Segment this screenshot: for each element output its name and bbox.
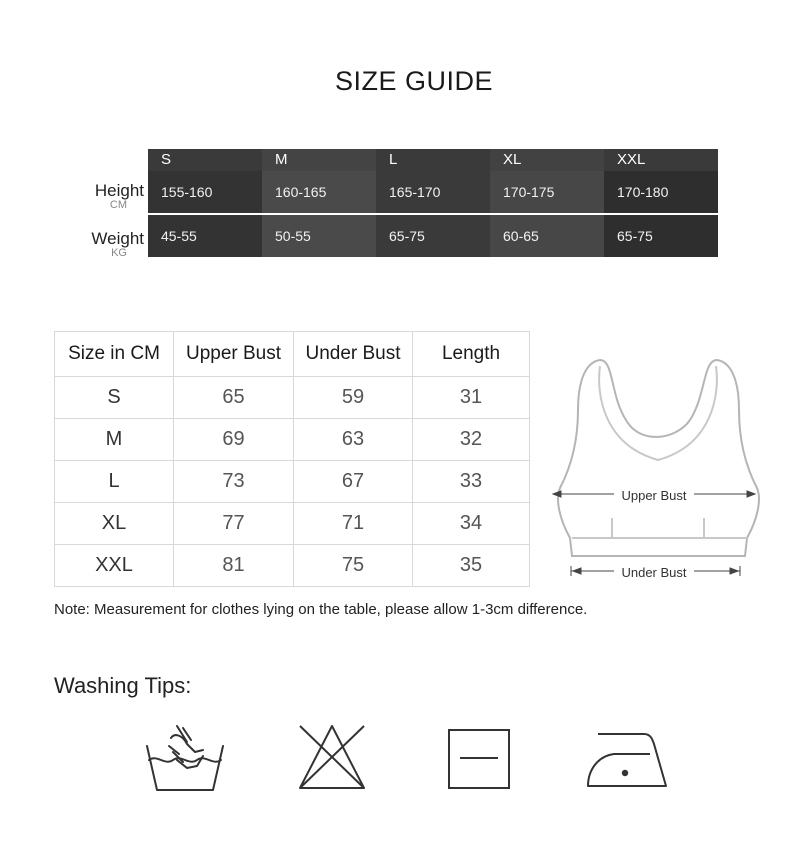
height-cell: 170-175: [490, 171, 604, 213]
measurement-note: Note: Measurement for clothes lying on the table, please allow 1-3cm difference.: [54, 601, 588, 618]
weight-row: [148, 215, 718, 257]
under-bust-label: Under Bust: [621, 565, 687, 580]
under-bust-arrowhead-left: [573, 568, 581, 574]
table-cell: 59: [294, 377, 413, 419]
table-cell: 71: [294, 503, 413, 545]
table-cell: L: [55, 461, 174, 503]
table-cell: S: [55, 377, 174, 419]
table-cell: 81: [174, 545, 294, 587]
size-header-cell: XL: [490, 149, 604, 171]
height-cell: 155-160: [148, 171, 262, 213]
do-not-bleach-icon: [296, 722, 368, 792]
table-cell: 65: [174, 377, 294, 419]
column-header: Upper Bust: [174, 332, 294, 377]
table-row: [55, 461, 530, 503]
weight-cell: 65-75: [376, 215, 490, 257]
table-cell: 69: [174, 419, 294, 461]
weight-label: Weight: [91, 229, 144, 248]
under-bust-arrowhead-right: [730, 568, 738, 574]
weight-cell: 60-65: [490, 215, 604, 257]
column-header: Size in CM: [55, 332, 174, 377]
table-cell: 35: [413, 545, 530, 587]
table-cell: 67: [294, 461, 413, 503]
height-weight-table: [148, 149, 718, 257]
table-cell: 31: [413, 377, 530, 419]
height-cell: 165-170: [376, 171, 490, 213]
hand-wash-icon: [143, 722, 227, 794]
size-header-row: [148, 149, 718, 171]
bra-neckline: [599, 366, 717, 460]
weight-row-label: [64, 229, 144, 259]
table-cell: 33: [413, 461, 530, 503]
dry-flat-icon: [446, 727, 512, 791]
height-cell: 170-180: [604, 171, 718, 213]
table-cell: 32: [413, 419, 530, 461]
table-row: [55, 377, 530, 419]
height-unit: CM: [109, 199, 127, 211]
table-row: [55, 419, 530, 461]
upper-bust-arrowhead-left: [553, 491, 561, 497]
size-header-cell: XXL: [604, 149, 718, 171]
sports-bra-diagram: [548, 352, 768, 587]
table-cell: 34: [413, 503, 530, 545]
table-row: [55, 503, 530, 545]
height-label: Height: [94, 181, 144, 200]
bra-band-seam: [612, 518, 704, 538]
size-header-cell: S: [148, 149, 262, 171]
weight-unit: KG: [111, 247, 127, 259]
bra-outline: [558, 360, 759, 556]
column-header: Length: [413, 332, 530, 377]
height-row: [148, 171, 718, 213]
weight-cell: 50-55: [262, 215, 376, 257]
table-header-row: [55, 332, 530, 377]
size-header-cell: L: [376, 149, 490, 171]
table-cell: 75: [294, 545, 413, 587]
table-cell: 77: [174, 503, 294, 545]
page-title: SIZE GUIDE: [334, 66, 494, 96]
size-header-cell: M: [262, 149, 376, 171]
table-cell: M: [55, 419, 174, 461]
iron-low-heat-icon: [584, 730, 670, 790]
height-cell: 160-165: [262, 171, 376, 213]
upper-bust-arrowhead-right: [747, 491, 755, 497]
table-row: [55, 545, 530, 587]
column-header: Under Bust: [294, 332, 413, 377]
upper-bust-label: Upper Bust: [621, 488, 687, 503]
table-cell: 73: [174, 461, 294, 503]
table-cell: 63: [294, 419, 413, 461]
table-cell: XXL: [55, 545, 174, 587]
table-cell: XL: [55, 503, 174, 545]
weight-cell: 45-55: [148, 215, 262, 257]
weight-cell: 65-75: [604, 215, 718, 257]
height-row-label: [64, 181, 144, 211]
washing-tips-title: Washing Tips:: [54, 673, 192, 698]
size-measurement-table: [54, 331, 530, 587]
